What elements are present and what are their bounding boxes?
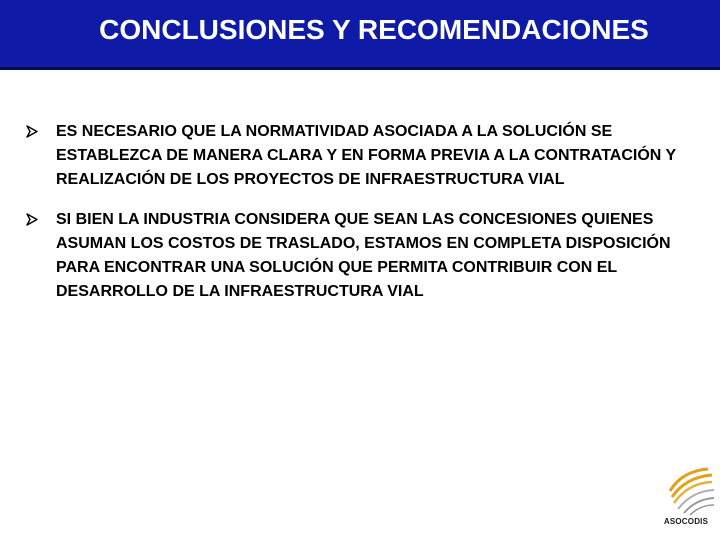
asocodis-logo xyxy=(656,465,716,537)
logo-text: ASOCODIS xyxy=(663,517,709,526)
arrowhead-bullet-icon xyxy=(26,208,56,226)
bullet-text: SI BIEN LA INDUSTRIA CONSIDERA QUE SEAN LAS CONCESIONES QUIENES ASUMAN LOS COSTOS DE TRASLADO, ESTAMOS EN COMPLETA DISPOSICIÓN PARA ENCONTRAR UNA SOLUCIÓN QUE PERMITA CONTRIBUIR CON EL DESARROLLO DE LA INFRAESTRUCTURA VIAL xyxy=(56,211,671,300)
bullet-list xyxy=(26,120,706,320)
bullet-item xyxy=(26,208,706,304)
bullet-text: ES NECESARIO QUE LA NORMATIVIDAD ASOCIADA A LA SOLUCIÓN SE ESTABLEZCA DE MANERA CLARA Y EN FORMA PREVIA A LA CONTRATACIÓN Y REALIZACIÓN DE LOS PROYECTOS DE INFRAESTRUCTURA VIAL xyxy=(56,123,676,188)
title-bar xyxy=(0,0,720,70)
slide-title: CONCLUSIONES Y RECOMENDACIONES xyxy=(99,14,649,45)
arrowhead-bullet-icon xyxy=(26,120,56,138)
bullet-item xyxy=(26,120,706,192)
asocodis-logo-icon xyxy=(656,465,716,517)
